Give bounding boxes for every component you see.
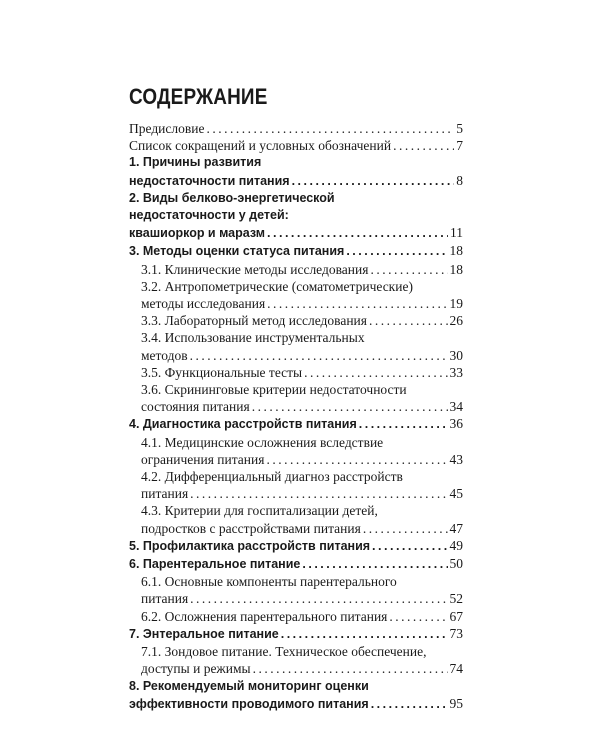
- dot-leader: [370, 261, 447, 278]
- toc-subentry[interactable]: [129, 573, 463, 607]
- toc-entry[interactable]: [129, 555, 463, 573]
- dot-leader: [190, 347, 448, 364]
- toc-entry-text: 4.3. Критерии для госпитализации детей,: [141, 503, 378, 519]
- toc-entry-text: 3.5. Функциональные тесты: [141, 364, 303, 380]
- dot-leader: [253, 660, 448, 677]
- toc-entry[interactable]: [129, 120, 463, 137]
- toc-entry-text: 6.1. Основные компоненты парентерального: [141, 574, 397, 590]
- toc-entry-text: 7.1. Зондовое питание. Техническое обеспечение,: [141, 644, 427, 660]
- dot-leader: [292, 173, 455, 190]
- dot-leader: [363, 520, 448, 537]
- table-of-contents: [129, 120, 463, 713]
- page-number: 30: [449, 347, 463, 363]
- toc-entry-text: 3.4. Использование инструментальных: [141, 330, 365, 346]
- toc-entry-text: состояния питания: [141, 399, 250, 415]
- page-number: 74: [449, 661, 463, 677]
- toc-subentry[interactable]: [129, 502, 463, 536]
- page-number: 18: [449, 261, 463, 277]
- dot-leader: [393, 137, 454, 154]
- page-number: 36: [449, 416, 463, 432]
- page-number: 52: [449, 591, 463, 607]
- toc-entry-text: 4.1. Медицинские осложнения вследствие: [141, 434, 384, 450]
- toc-subentry[interactable]: [129, 329, 463, 363]
- dot-leader: [267, 225, 448, 242]
- toc-subentry[interactable]: [129, 434, 463, 468]
- toc-entry-text: питания: [141, 591, 189, 607]
- dot-leader: [252, 398, 448, 415]
- dot-leader: [266, 451, 447, 468]
- toc-entry[interactable]: [129, 537, 463, 555]
- toc-entry-text: 1. Причины развития: [129, 155, 262, 170]
- dot-leader: [206, 120, 454, 137]
- page-number: 34: [449, 399, 463, 415]
- page-number: 73: [449, 625, 463, 641]
- toc-entry-text: доступы и режимы: [141, 661, 251, 677]
- toc-entry[interactable]: [129, 415, 463, 433]
- dot-leader: [281, 626, 448, 643]
- page-number: 33: [449, 364, 463, 380]
- page-number: 45: [449, 486, 463, 502]
- dot-leader: [304, 364, 447, 381]
- toc-entry[interactable]: [129, 242, 463, 260]
- page-number: 50: [449, 556, 463, 572]
- toc-subentry[interactable]: [129, 468, 463, 502]
- toc-entry-text: 4. Диагностика расстройств питания: [129, 417, 357, 432]
- toc-entry[interactable]: [129, 625, 463, 643]
- dot-leader: [372, 538, 447, 555]
- dot-leader: [267, 295, 447, 312]
- page-title: СОДЕРЖАНИЕ: [129, 84, 268, 109]
- toc-entry[interactable]: [129, 137, 463, 154]
- toc-entry-text: 5. Профилактика расстройств питания: [129, 538, 371, 553]
- toc-entry-text: ограничения питания: [141, 451, 265, 467]
- toc-entry-text: 8. Рекомендуемый мониторинг оценки: [129, 678, 369, 693]
- dot-leader: [371, 696, 448, 713]
- dot-leader: [359, 416, 448, 433]
- dot-leader: [190, 590, 447, 607]
- toc-entry-text: 2. Виды белково-энергетической: [129, 190, 335, 205]
- page-number: 8: [456, 172, 463, 188]
- toc-subentry[interactable]: [129, 261, 463, 278]
- dot-leader: [302, 556, 447, 573]
- toc-entry-text: Список сокращений и условных обозначений: [129, 138, 392, 154]
- dot-leader: [369, 312, 448, 329]
- toc-entry[interactable]: [129, 190, 463, 243]
- toc-entry-text: питания: [141, 486, 189, 502]
- toc-entry-text: 6.2. Осложнения парентерального питания: [141, 608, 388, 624]
- page-number: 19: [449, 296, 463, 312]
- toc-entry-text: 7. Энтеральное питание: [129, 626, 279, 641]
- toc-subentry[interactable]: [129, 278, 463, 312]
- page-number: 5: [456, 121, 463, 136]
- toc-entry[interactable]: [129, 154, 463, 189]
- toc-entry-text: 3.6. Скрининговые критерии недостаточности: [141, 382, 407, 398]
- dot-leader: [190, 485, 447, 502]
- toc-entry-text: 3. Методы оценки статуса питания: [129, 244, 345, 259]
- toc-subentry[interactable]: [129, 312, 463, 329]
- toc-subentry[interactable]: [129, 381, 463, 415]
- toc-entry-text: 3.3. Лабораторный метод исследования: [141, 313, 367, 329]
- toc-entry-text: недостаточности питания: [129, 173, 290, 188]
- page-number: 26: [449, 313, 463, 329]
- toc-entry-text: методов: [141, 347, 188, 363]
- page-number: 7: [456, 138, 463, 154]
- toc-subentry[interactable]: [129, 608, 463, 625]
- toc-entry-text: подростков с расстройствами питания: [141, 520, 361, 536]
- toc-entry-text: 3.1. Клинические методы исследования: [141, 261, 369, 277]
- toc-subentry[interactable]: [129, 643, 463, 677]
- toc-entry-text: 4.2. Дифференциальный диагноз расстройств: [141, 469, 403, 485]
- toc-entry-text: 3.2. Антропометрические (соматометрические): [141, 278, 413, 294]
- toc-entry-text: Предисловие: [129, 121, 205, 136]
- page-number: 67: [449, 608, 463, 624]
- toc-subentry[interactable]: [129, 364, 463, 381]
- page-number: 11: [450, 225, 463, 241]
- page-number: 47: [449, 520, 463, 536]
- page-number: 18: [449, 243, 463, 259]
- page-number: 43: [449, 451, 463, 467]
- toc-entry[interactable]: [129, 678, 463, 713]
- page-number: 49: [449, 537, 463, 553]
- toc-entry-text: 6. Парентеральное питание: [129, 557, 301, 572]
- toc-entry-text: недостаточности у детей:: [129, 208, 289, 223]
- toc-entry-text: методы исследования: [141, 296, 266, 312]
- page-number: 95: [449, 695, 463, 711]
- dot-leader: [389, 608, 447, 625]
- toc-entry-text: квашиоркор и маразм: [129, 226, 266, 241]
- toc-entry-text: эффективности проводимого питания: [129, 696, 369, 711]
- dot-leader: [346, 243, 447, 260]
